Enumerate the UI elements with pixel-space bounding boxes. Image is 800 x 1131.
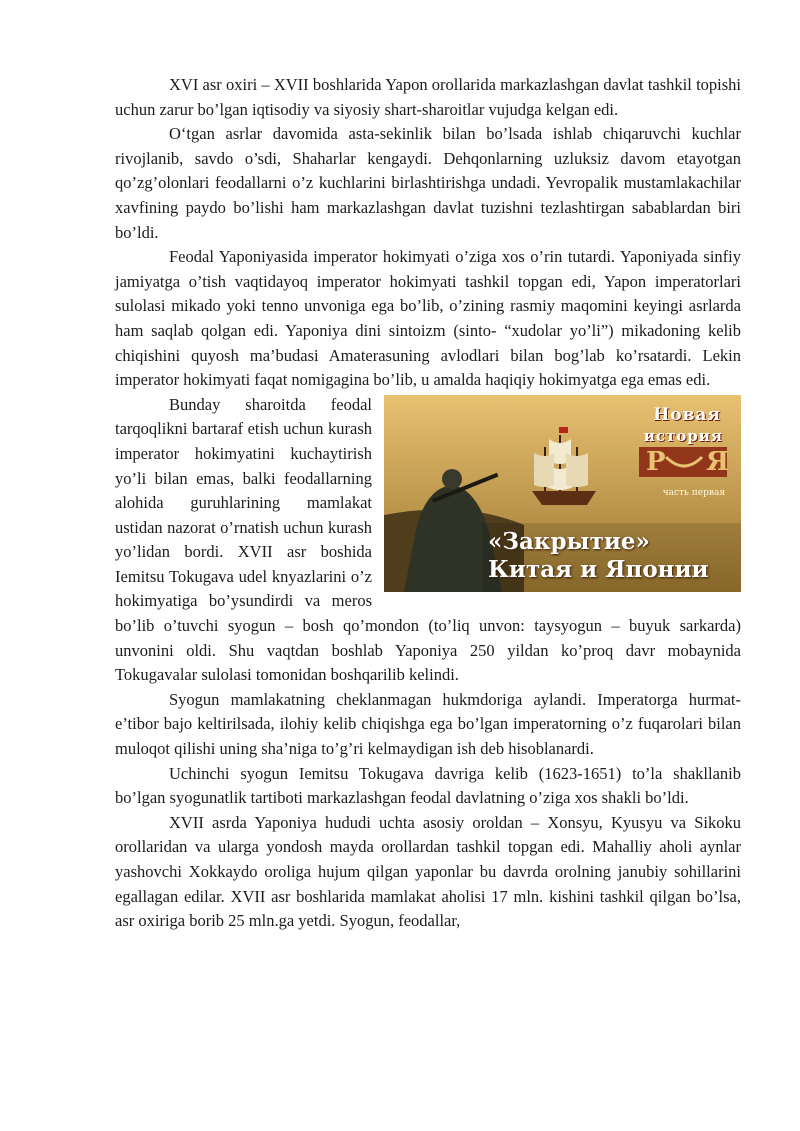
paragraph-6: Uchinchi syogun Iemitsu Tokugava davriga kelib (1623-1651) to’la shakllanib bo’lgan syogunatlik tartiboti markazlashgan feodal davlatning o’ziga xos shakli bo’ldi. xyxy=(115,763,741,808)
paragraph-5: Syogun mamlakatning cheklanmagan hukmdoriga aylandi. Imperatorga hurmat-e’tibor bajo keltirilsada, ilohiy kelib chiqishga ega bo’lgan imperatorning o’z fuqarolari bilan muloqot qilishi uning sha’niga to’g’ri kelmaydigan ish deb hisoblanardi. xyxy=(115,689,741,759)
cover-title-line2: история xyxy=(643,426,723,445)
svg-text:P: P xyxy=(646,446,666,477)
book-cover-image xyxy=(384,395,741,592)
cover-part-label: часть первая xyxy=(662,487,725,498)
series-logo xyxy=(639,447,729,477)
svg-text:Я: Я xyxy=(706,446,729,477)
cover-title-line1: Новая xyxy=(653,404,721,425)
paragraph-1: XVI asr oxiri – XVII boshlarida Yapon orollarida markazlashgan davlat tashkil topishi uchun zarur bo’lgan iqtisodiy va siyosiy shart-sharoitlar vujudga kelgan edi. xyxy=(115,75,741,119)
paragraph-4: Bunday sharoitda feodal tarqoqlikni bartaraf etish uchun kurash imperator hokimyatini kuchaytirish yo’li bilan emas, balki feodallarning alohida guruhlarining mamlakat ustidan nazorat o’rnatish uchun kurash yo’lidan bordi. XVII asr boshida Iemitsu Tokugava udel knyazlarini o’z hokimyatiga bo’ysundirdi va meros bo’lib o’tuvchi syogun – bosh qo’mondon (to’liq unvon: taysyogun – buyuk sarkarda) unvonini oldi. Shu vaqtdan boshlab Yaponiya 250 yildan ko’proq davr mobaynida Tokugavalar sulolasi tomonidan boshqarilib kelindi. xyxy=(115,394,741,685)
paragraph-7: XVII asrda Yaponiya hududi uchta asosiy oroldan – Xonsyu, Kyusyu va Sikoku orollaridan va ularga yondosh mayda orollardan tashkil topgan edi. Mahalliy aholi aynlar yashovchi Xokkaydo oroliga hujum qilgan yaponlar bu davrda orolning janubiy sohillarini egallagan edilar. XVII asr boshlarida mamlakat aholisi 17 mln. kishini tashkil qilgan bo’lsa, asr oxiriga borib 25 mln.ga yetdi. Syogun, feodallar, xyxy=(115,812,741,931)
document-body xyxy=(115,73,741,934)
paragraph-2: O‘tgan asrlar davomida asta-sekinlik bilan bo’lsada ishlab chiqaruvchi kuchlar rivojlanib, savdo o’sdi, Shaharlar kengaydi. Dehqonlarning uzluksiz davom etayotgan qo’zg’olonlari feodallarni o’z kuchlarini birlashtirishga undadi. Yevropalik mustamlakachilar xavfining paydo bo’lishi ham markazlashgan davlat tuzishni tezlashtirgan sabablardan biri bo’ldi. xyxy=(115,124,741,242)
paragraph-3: Feodal Yaponiyasida imperator hokimyati o’ziga xos o’rin tutardi. Yaponiyada sinfiy jamiyatga o’tish vaqtidayoq imperator hokimyati tashkil topgan edi, Yapon imperatorlari sulolasi mikado yoki tenno unvoniga ega bo’lib, o’zining rasmiy maqomini keyingi asrlarda ham saqlab qolgan edi. Yaponiya dini sintoizm (sinto- “xudolar yo’li”) mikadoning kelib chiqishini quyosh ma’budasi Amaterasuning avlodlari bilan bog’lab ko’rsatardi. Lekin imperator hokimyati faqat nomigagina bo’lib, u amalda haqiqiy hokimyatga ega emas edi. xyxy=(115,247,741,390)
cover-main-title-line2: Китая и Японии xyxy=(488,555,709,583)
cover-main-title-line1: «Закрытие» xyxy=(488,527,650,555)
